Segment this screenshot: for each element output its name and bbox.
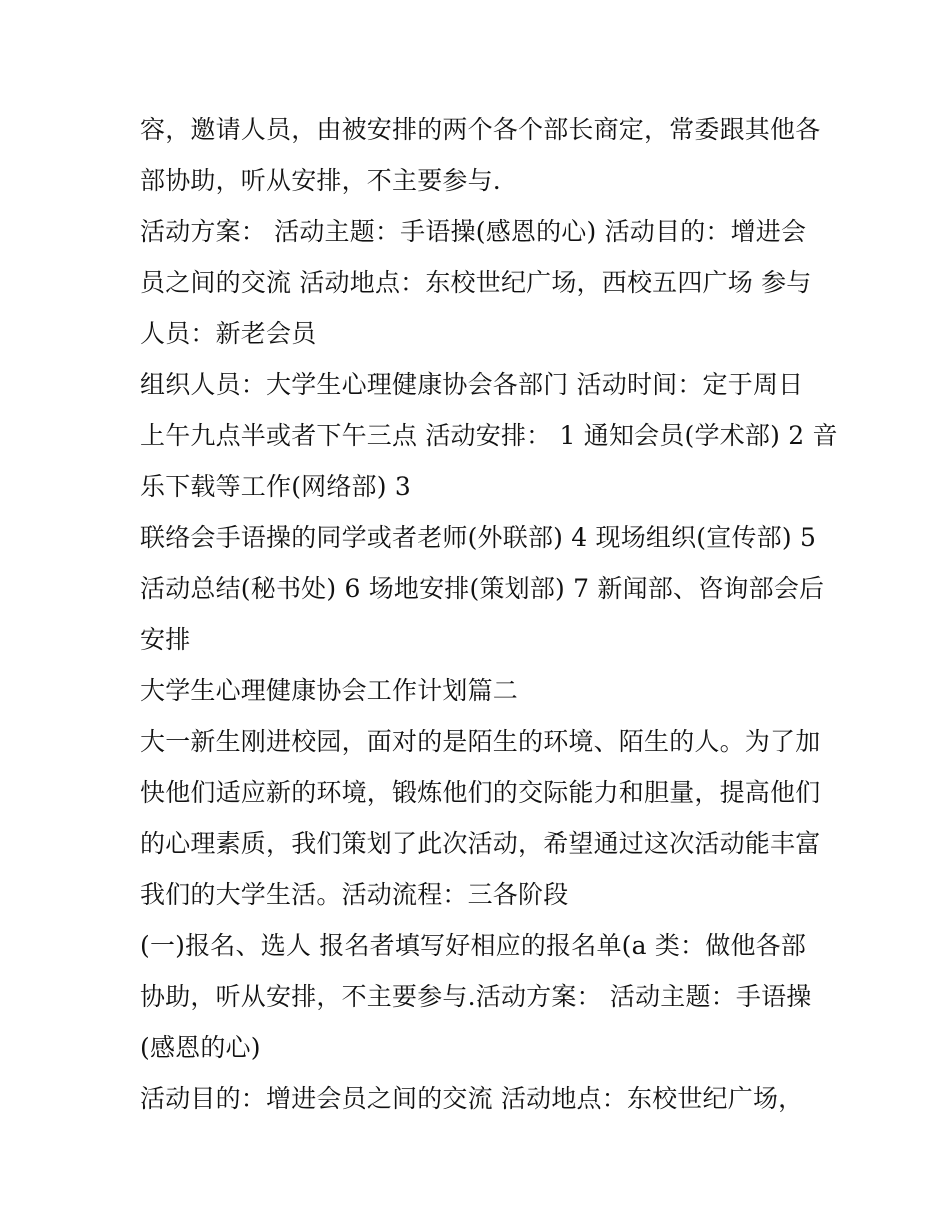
text-line: 人员：新老会员: [140, 319, 317, 348]
text-line: 活动总结(秘书处) 6 场地安排(策划部) 7 新闻部、咨询部会后: [140, 574, 825, 603]
document-body: [140, 104, 838, 1124]
text-line: (感恩的心): [140, 1033, 261, 1062]
text-line: 快他们适应新的环境，锻炼他们的交际能力和胆量，提高他们: [140, 778, 821, 807]
text-line: 协助，听从安排，不主要参与.活动方案： 活动主题：手语操: [140, 982, 812, 1011]
section-heading: 大学生心理健康协会工作计划篇二: [140, 676, 519, 705]
text-line: 员之间的交流 活动地点：东校世纪广场，西校五四广场 参与: [140, 268, 812, 297]
text-line: 大一新生刚进校园，面对的是陌生的环境、陌生的人。为了加: [140, 727, 821, 756]
text-line: 活动方案： 活动主题：手语操(感恩的心) 活动目的：增进会: [140, 217, 807, 246]
text-line: 组织人员：大学生心理健康协会各部门 活动时间：定于周日: [140, 370, 804, 399]
text-line: 上午九点半或者下午三点 活动安排： 1 通知会员(学术部) 2 音: [140, 421, 838, 450]
text-line: 的心理素质，我们策划了此次活动，希望通过这次活动能丰富: [140, 829, 821, 858]
text-line: 容，邀请人员，由被安排的两个各个部长商定，常委跟其他各: [140, 115, 821, 144]
text-line: (一)报名、选人 报名者填写好相应的报名单(a 类：做他各部: [140, 931, 807, 960]
text-line: 联络会手语操的同学或者老师(外联部) 4 现场组织(宣传部) 5: [140, 523, 817, 552]
text-line: 乐下载等工作(网络部) 3: [140, 472, 411, 501]
text-line: 我们的大学生活。活动流程：三各阶段: [140, 880, 569, 909]
text-line: 安排: [140, 625, 191, 654]
text-line: 部协助，听从安排，不主要参与.: [140, 166, 501, 195]
text-line: 活动目的：增进会员之间的交流 活动地点：东校世纪广场，: [140, 1084, 804, 1113]
